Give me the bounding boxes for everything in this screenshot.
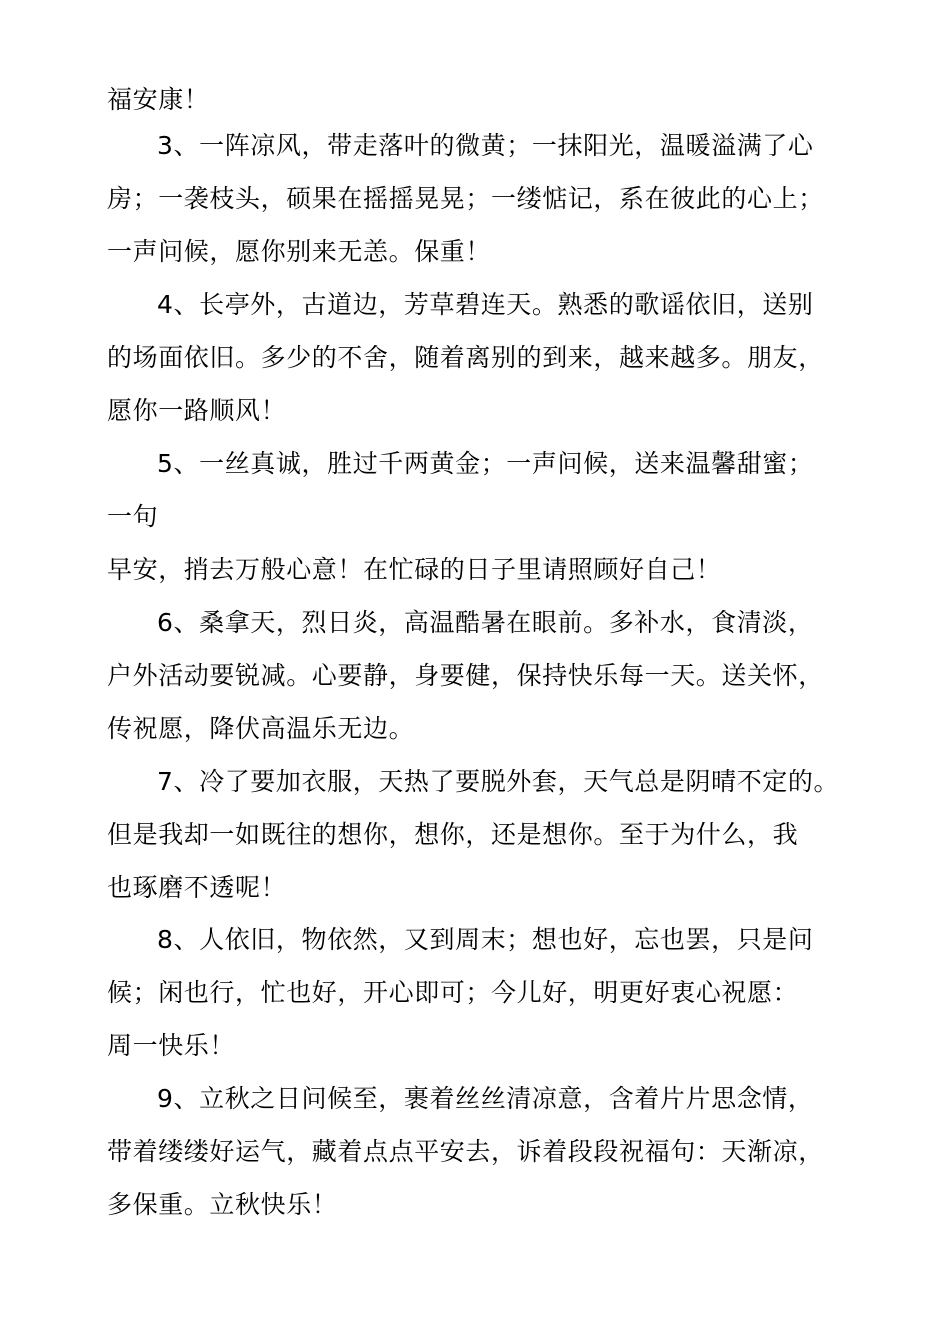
text-line: 户外活动要锐减。心要静，身要健，保持快乐每一天。送关怀， <box>107 661 824 690</box>
text-line: 9、立秋之日问候至，裹着丝丝清凉意，含着片片思念情， <box>157 1084 814 1113</box>
text-line: 房；一袭枝头，硕果在摇摇晃晃；一缕惦记，系在彼此的心上； <box>107 184 824 213</box>
text-line: 也琢磨不透呢！ <box>107 873 287 902</box>
text-line: 传祝愿，降伏高温乐无边。 <box>107 714 415 743</box>
text-line: 一句 <box>107 502 159 531</box>
text-line: 一声问候，愿你别来无恙。保重！ <box>107 237 492 266</box>
text-line: 3、一阵凉风，带走落叶的微黄；一抹阳光，温暖溢满了心 <box>157 131 814 160</box>
text-line: 带着缕缕好运气，藏着点点平安去，诉着段段祝福句：天渐凉， <box>107 1137 824 1166</box>
text-line: 的场面依旧。多少的不舍，随着离别的到来，越来越多。朋友， <box>107 343 824 372</box>
text-line: 福安康！ <box>107 85 210 114</box>
text-line: 7、冷了要加衣服，天热了要脱外套，天气总是阴晴不定的。 <box>157 767 840 796</box>
text-line: 但是我却一如既往的想你，想你，还是想你。至于为什么，我 <box>107 820 799 849</box>
text-line: 5、一丝真诚，胜过千两黄金；一声问候，送来温馨甜蜜； <box>157 449 814 478</box>
text-line: 早安，捎去万般心意！在忙碌的日子里请照顾好自己！ <box>107 555 722 584</box>
text-line: 愿你一路顺风！ <box>107 396 287 425</box>
text-line: 候；闲也行，忙也好，开心即可；今儿好，明更好衷心祝愿： <box>107 978 799 1007</box>
text-line: 4、长亭外，古道边，芳草碧连天。熟悉的歌谣依旧，送别 <box>157 290 814 319</box>
text-line: 多保重。立秋快乐！ <box>107 1190 338 1219</box>
text-line: 8、人依旧，物依然，又到周末；想也好，忘也罢，只是问 <box>157 925 814 954</box>
text-line: 6、桑拿天，烈日炎，高温酷暑在眼前。多补水，食清淡， <box>157 608 814 637</box>
text-line: 周一快乐！ <box>107 1031 236 1060</box>
